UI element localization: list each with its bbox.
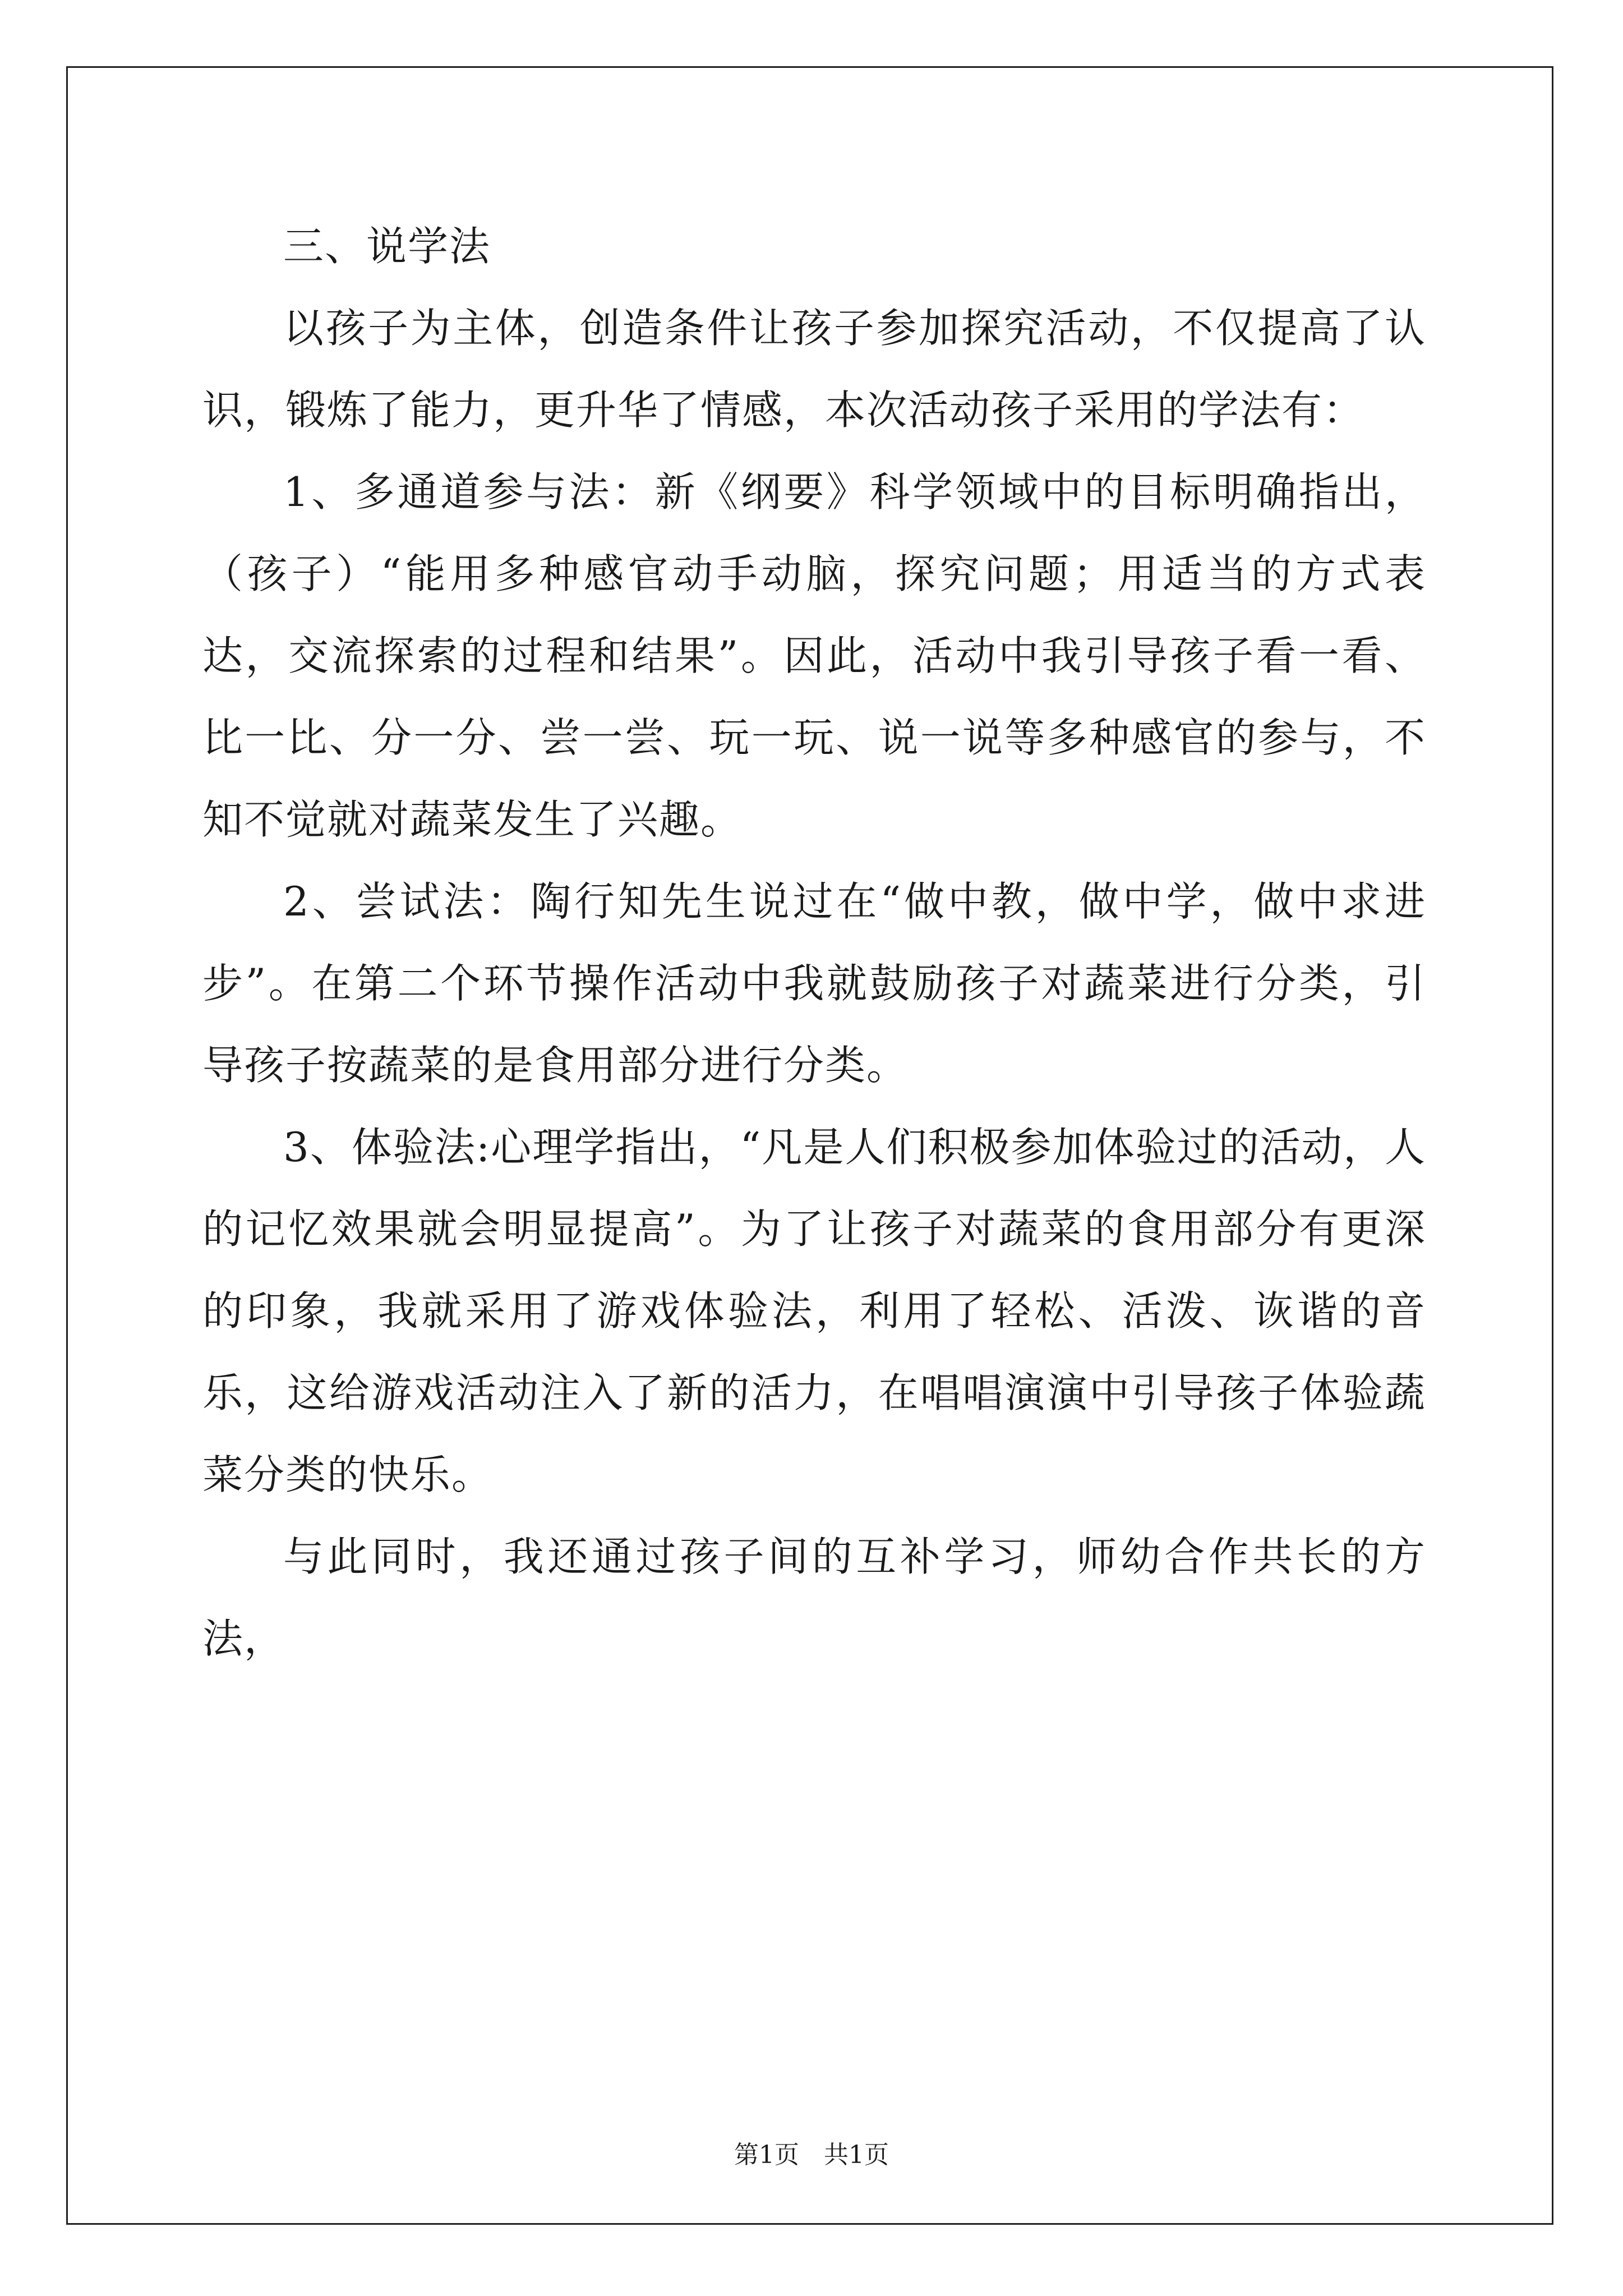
page-number: 第1页: [734, 2141, 799, 2169]
document-body: [202, 205, 1426, 1680]
paragraph: 与此同时，我还通过孩子间的互补学习，师幼合作共长的方法，: [202, 1533, 1426, 1662]
paragraph: 以孩子为主体，创造条件让孩子参加探究活动，不仅提高了认识，锻炼了能力，更升华了情感，本次活动孩子采用的学法有：: [202, 305, 1426, 434]
paragraph: 1、多通道参与法：新《纲要》科学领域中的目标明确指出，（孩子）“能用多种感官动手动脑，探究问题；用适当的方式表达，交流探索的过程和结果”。因此，活动中我引导孩子看一看、比一比、分一分、尝一尝、玩一玩、说一说等多种感官的参与，不知不觉就对蔬菜发生了兴趣。: [202, 468, 1426, 843]
page-footer: [0, 2138, 1623, 2172]
paragraph: 2、尝试法：陶行知先生说过在“做中教，做中学，做中求进步”。在第二个环节操作活动中我就鼓励孩子对蔬菜进行分类，引导孩子按蔬菜的是食用部分进行分类。: [202, 878, 1426, 1089]
section-heading: 三、说学法: [283, 223, 491, 270]
page-total: 共1页: [824, 2141, 889, 2169]
paragraph: 3、体验法:心理学指出，“凡是人们积极参加体验过的活动，人的记忆效果就会明显提高”。为了让孩子对蔬菜的食用部分有更深的印象，我就采用了游戏体验法，利用了轻松、活泼、诙谐的音乐，这给游戏活动注入了新的活力，在唱唱演演中引导孩子体验蔬菜分类的快乐。: [202, 1124, 1426, 1498]
